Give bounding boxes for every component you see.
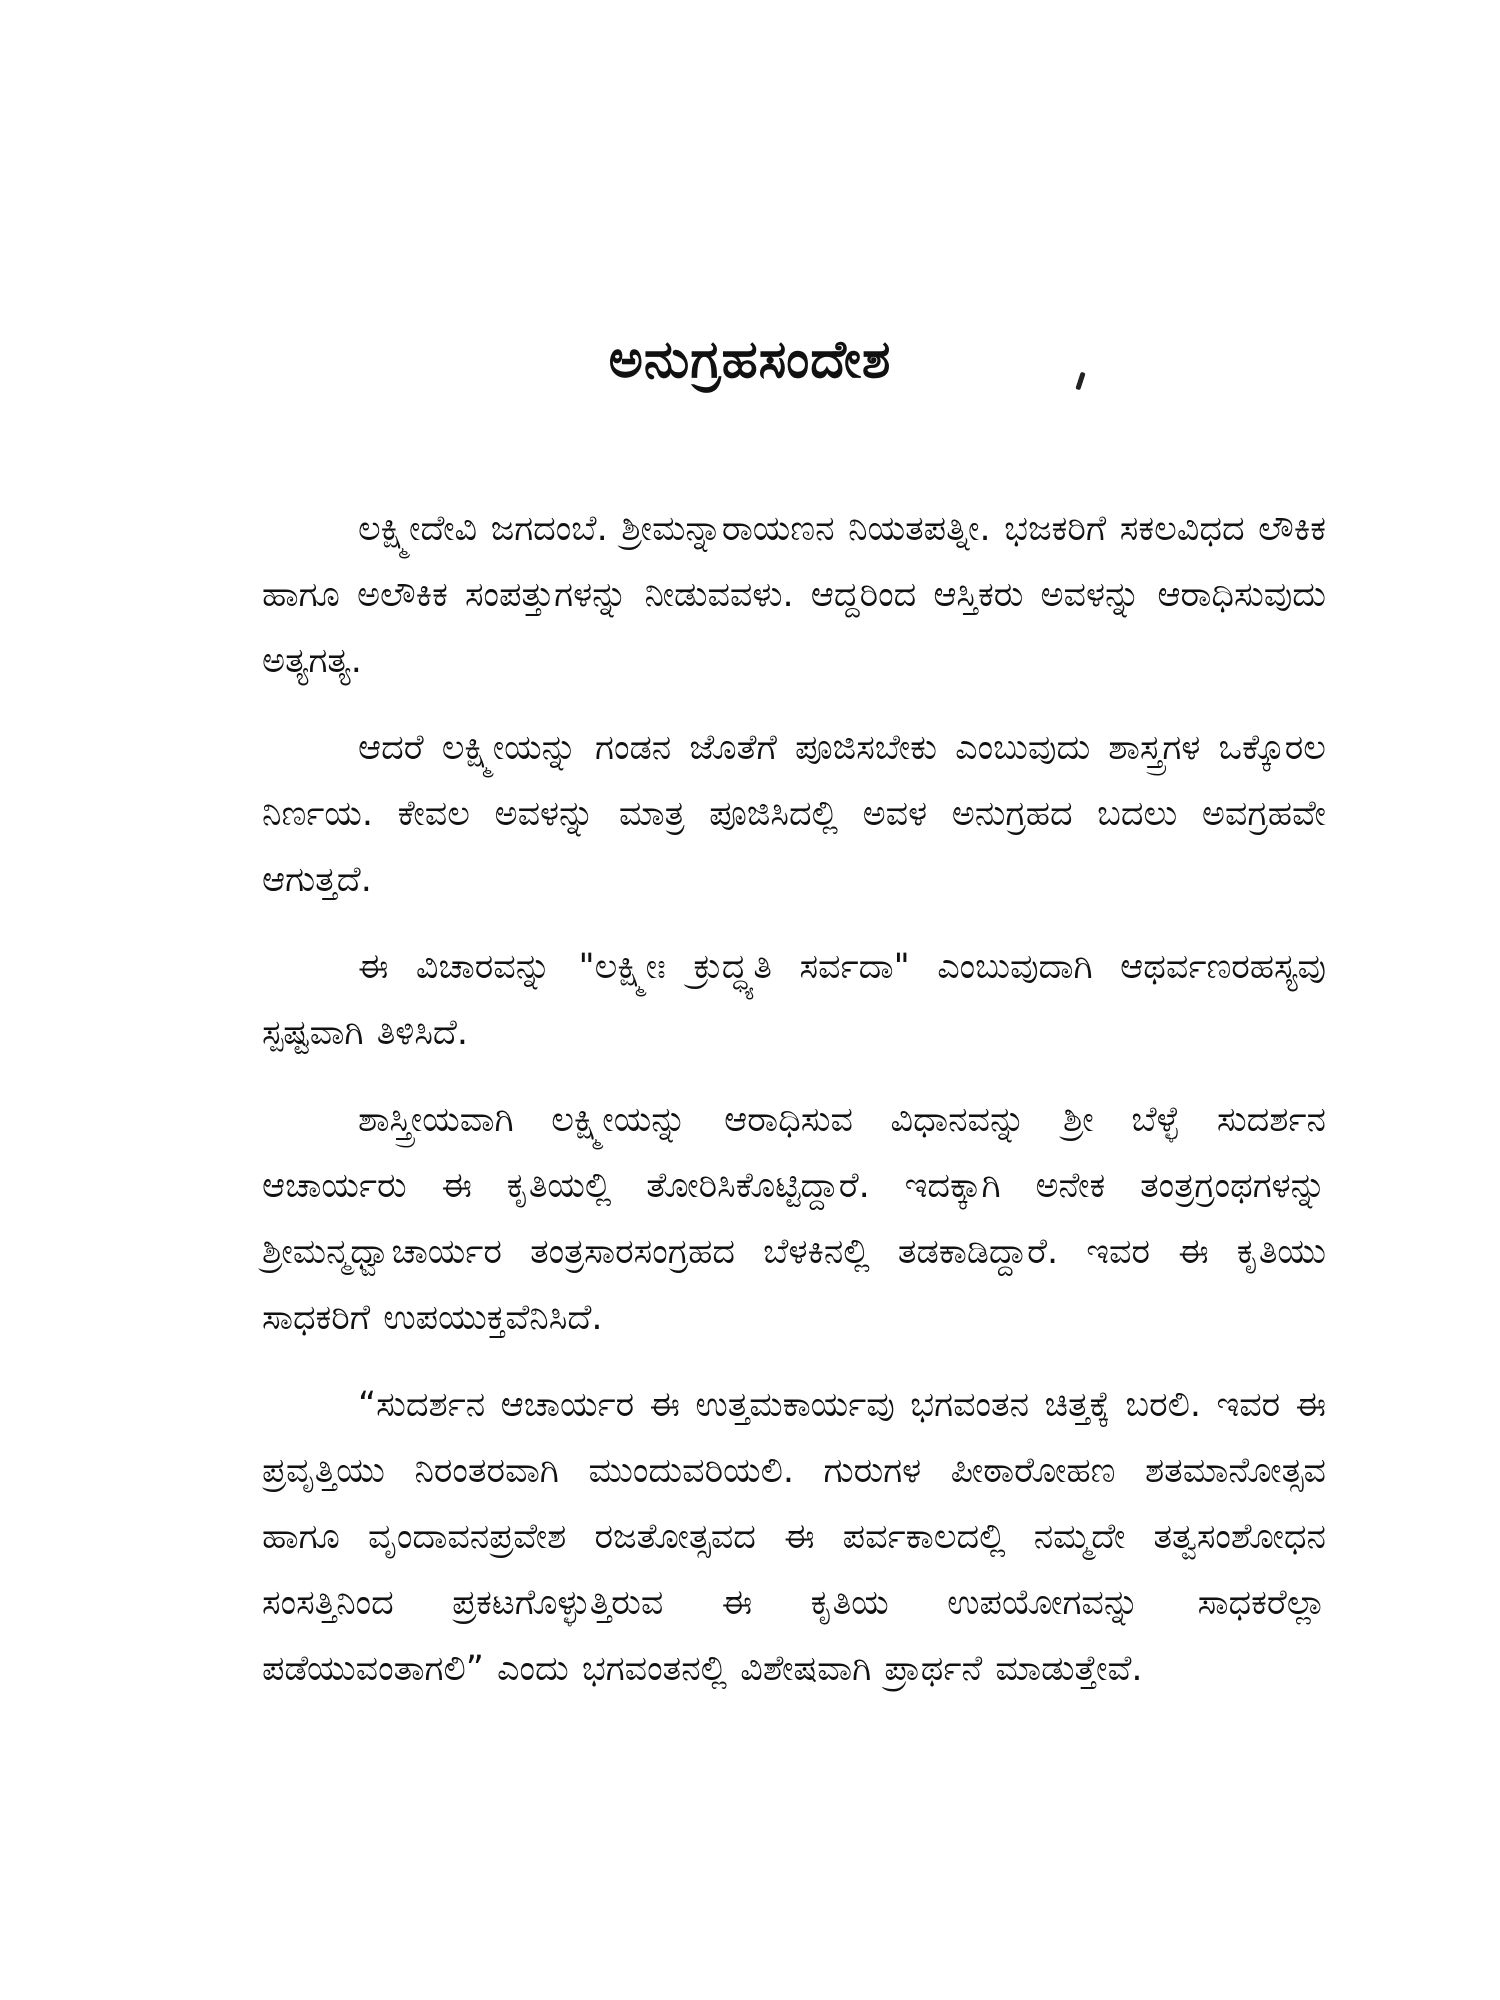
paragraph-5: “ಸುದರ್ಶನ ಆಚಾರ್ಯರ ಈ ಉತ್ತಮಕಾರ್ಯವು ಭಗವಂತನ ಚಿತ್ತಕ್ಕೆ ಬರಲಿ. ಇವರ ಈ ಪ್ರವೃತ್ತಿಯು ನಿರಂತರವಾಗಿ ಮುಂದುವರಿಯಲಿ. ಗುರುಗಳ ಪೀಠಾರೋಹಣ ಶತಮಾನೋತ್ಸವ ಹಾಗೂ ವೃಂದಾವನಪ್ರವೇಶ ರಜತೋತ್ಸವದ ಈ ಪರ್ವಕಾಲದಲ್ಲಿ ನಮ್ಮದೇ ತತ್ವಸಂಶೋಧನ ಸಂಸತ್ತಿನಿಂದ ಪ್ರಕಟಗೊಳ್ಳುತ್ತಿರುವ ಈ ಕೃತಿಯ ಉಪಯೋಗವನ್ನು ಸಾಧಕರೆಲ್ಲಾ ಪಡೆಯುವಂತಾಗಲಿ” ಎಂದು ಭಗವಂತನಲ್ಲಿ ವಿಶೇಷವಾಗಿ ಪ್ರಾರ್ಥನೆ ಮಾಡುತ್ತೇವೆ.: [262, 1385, 1326, 1689]
paragraph-3: ಈ ವಿಚಾರವನ್ನು "ಲಕ್ಷ್ಮೀಃ ಕ್ರುದ್ಧ್ಯತಿ ಸರ್ವದಾ" ಎಂಬುವುದಾಗಿ ಆಥರ್ವಣರಹಸ್ಯವು ಸ್ಪಷ್ಟವಾಗಿ ತಿಳಿಸಿದೆ.: [262, 947, 1326, 1053]
page-title: ಅನುಗ್ರಹಸಂದೇಶ: [608, 330, 892, 390]
paragraph-2: ಆದರೆ ಲಕ್ಷ್ಮೀಯನ್ನು ಗಂಡನ ಜೊತೆಗೆ ಪೂಜಿಸಬೇಕು ಎಂಬುವುದು ಶಾಸ್ತ್ರಗಳ ಒಕ್ಕೊರಲ ನಿರ್ಣಯ. ಕೇವಲ ಅವಳನ್ನು ಮಾತ್ರ ಪೂಜಿಸಿದಲ್ಲಿ ಅವಳ ಅನುಗ್ರಹದ ಬದಲು ಅವಗ್ರಹವೇ ಆಗುತ್ತದೆ.: [262, 728, 1326, 900]
body-text: [262, 496, 1326, 1723]
paragraph-1: ಲಕ್ಷ್ಮೀದೇವಿ ಜಗದಂಬೆ. ಶ್ರೀಮನ್ನಾರಾಯಣನ ನಿಯತಪತ್ನೀ. ಭಜಕರಿಗೆ ಸಕಲವಿಧದ ಲೌಕಿಕ ಹಾಗೂ ಅಲೌಕಿಕ ಸಂಪತ್ತುಗಳನ್ನು ನೀಡುವವಳು. ಆದ್ದರಿಂದ ಆಸ್ತಿಕರು ಅವಳನ್ನು ಆರಾಧಿಸುವುದು ಅತ್ಯಗತ್ಯ.: [262, 509, 1326, 681]
paragraph-4: ಶಾಸ್ತ್ರೀಯವಾಗಿ ಲಕ್ಷ್ಮೀಯನ್ನು ಆರಾಧಿಸುವ ವಿಧಾನವನ್ನು ಶ್ರೀ ಬೆಳ್ಳೆ ಸುದರ್ಶನ ಆಚಾರ್ಯರು ಈ ಕೃತಿಯಲ್ಲಿ ತೋರಿಸಿಕೊಟ್ಟಿದ್ದಾರೆ. ಇದಕ್ಕಾಗಿ ಅನೇಕ ತಂತ್ರಗ್ರಂಥಗಳನ್ನು ಶ್ರೀಮನ್ಮಧ್ವಾಚಾರ್ಯರ ತಂತ್ರಸಾರಸಂಗ್ರಹದ ಬೆಳಕಿನಲ್ಲಿ ತಡಕಾಡಿದ್ದಾರೆ. ಇವರ ಈ ಕೃತಿಯು ಸಾಧಕರಿಗೆ ಉಪಯುಕ್ತವೆನಿಸಿದೆ.: [262, 1100, 1326, 1338]
